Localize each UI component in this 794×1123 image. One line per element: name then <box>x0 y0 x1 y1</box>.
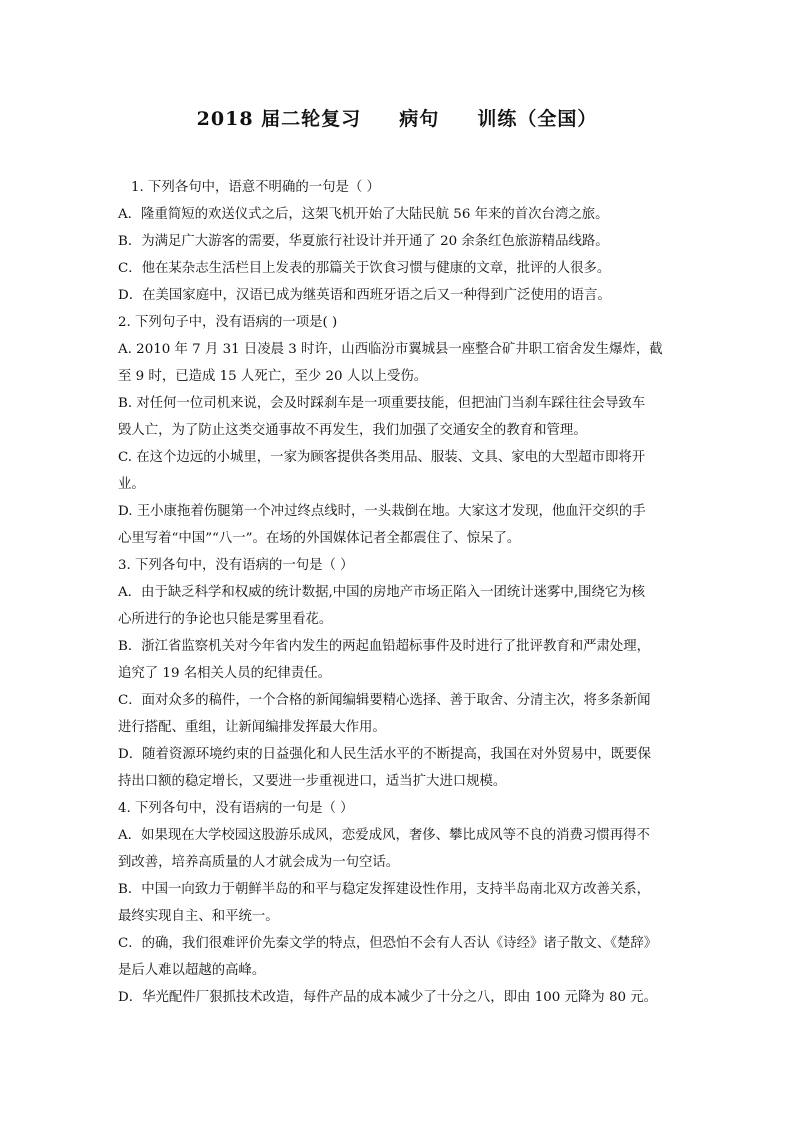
question-1-option-b: B．为满足广大游客的需要，华夏旅行社设计并开通了 20 余条红色旅游精品线路。 <box>118 234 609 249</box>
question-3-option-a-cont: 心所进行的争论也只能是雾里看花。 <box>118 612 333 627</box>
question-3-stem: 3. 下列各句中，没有语病的一句是（ ） <box>118 558 354 573</box>
question-3 <box>118 552 680 795</box>
question-3-option-c-cont: 进行搭配、重组，让新闻编排发挥最大作用。 <box>118 720 386 735</box>
question-4-option-d: D．华光配件厂狠抓技术改造，每件产品的成本减少了十分之八，即由 100 元降为 80 元。 <box>118 990 658 1005</box>
question-1-stem: 1. 下列各句中，语意不明确的一句是（ ） <box>131 180 380 195</box>
question-2-option-c-cont: 业。 <box>118 477 145 492</box>
question-4-option-b-cont: 最终实现自主、和平统一。 <box>118 909 279 924</box>
question-2-stem: 2. 下列句子中，没有语病的一项是( ) <box>118 315 338 330</box>
question-2-option-d-cont: 心里写着“中国”“八一”。在场的外国媒体记者全都震住了、惊呆了。 <box>118 531 521 546</box>
question-1-option-c: C．他在某杂志生活栏目上发表的那篇关于饮食习惯与健康的文章，批评的人很多。 <box>118 261 611 276</box>
document-title: 2018 届二轮复习 病句 训练（全国） <box>196 108 598 130</box>
question-3-option-a: A．由于缺乏科学和权威的统计数据,中国的房地产市场正陷入一团统计迷雾中,围绕它为核 <box>118 585 646 600</box>
question-4-option-a-cont: 到改善，培养高质量的人才就会成为一句空话。 <box>118 855 400 870</box>
question-4-stem: 4. 下列各句中，没有语病的一句是（ ） <box>118 801 354 816</box>
question-3-option-b-cont: 追究了 19 名相关人员的纪律责任。 <box>118 666 332 681</box>
question-2-option-b-cont: 毁人亡，为了防止这类交通事故不再发生，我们加强了交通安全的教育和管理。 <box>118 423 587 438</box>
question-3-option-d-cont: 持出口额的稳定增长，又要进一步重视进口，适当扩大进口规模。 <box>118 774 507 789</box>
question-4 <box>118 795 680 1011</box>
question-1 <box>118 174 680 309</box>
question-4-option-c-cont: 是后人难以超越的高峰。 <box>118 963 266 978</box>
question-list <box>118 174 680 1011</box>
question-1-option-a: A．隆重简短的欢送仪式之后，这架飞机开始了大陆民航 56 年来的首次台湾之旅。 <box>118 207 609 222</box>
question-2-option-d: D. 王小康拖着伤腿第一个冲过终点线时，一头栽倒在地。大家这才发现，他血汗交织的手 <box>118 504 646 519</box>
question-1-option-d: D．在美国家庭中，汉语已成为继英语和西班牙语之后又一种得到广泛使用的语言。 <box>118 288 611 303</box>
question-2-option-c: C. 在这个边远的小城里，一家为顾客提供各类用品、服装、文具、家电的大型超市即将开 <box>118 450 646 465</box>
question-4-option-c: C．的确，我们很难评价先秦文学的特点，但恐怕不会有人否认《诗经》诸子散文、《楚辞》 <box>118 936 658 951</box>
question-3-option-d: D．随着资源环境约束的日益强化和人民生活水平的不断提高，我国在对外贸易中，既要保 <box>118 747 651 762</box>
question-3-option-b: B．浙江省监察机关对今年省内发生的两起血铅超标事件及时进行了批评教育和严肃处理， <box>118 639 651 654</box>
question-3-option-c: C．面对众多的稿件，一个合格的新闻编辑要精心选择、善于取舍、分清主次，将多条新闻 <box>118 693 651 708</box>
question-2-option-a: A. 2010 年 7 月 31 日凌晨 3 时许，山西临汾市翼城县一座整合矿井职工宿舍发生爆炸，截 <box>118 342 663 357</box>
question-4-option-b: B．中国一向致力于朝鲜半岛的和平与稳定发挥建设性作用，支持半岛南北双方改善关系， <box>118 882 651 897</box>
question-2 <box>118 309 680 552</box>
question-2-option-b: B. 对任何一位司机来说，会及时踩刹车是一项重要技能，但把油门当刹车踩往往会导致车 <box>118 396 646 411</box>
question-4-option-a: A．如果现在大学校园这股游乐成风，恋爱成风，奢侈、攀比成风等不良的消费习惯再得不 <box>118 828 650 843</box>
question-2-option-a-cont: 至 9 时，已造成 15 人死亡，至少 20 人以上受伤。 <box>118 369 428 384</box>
